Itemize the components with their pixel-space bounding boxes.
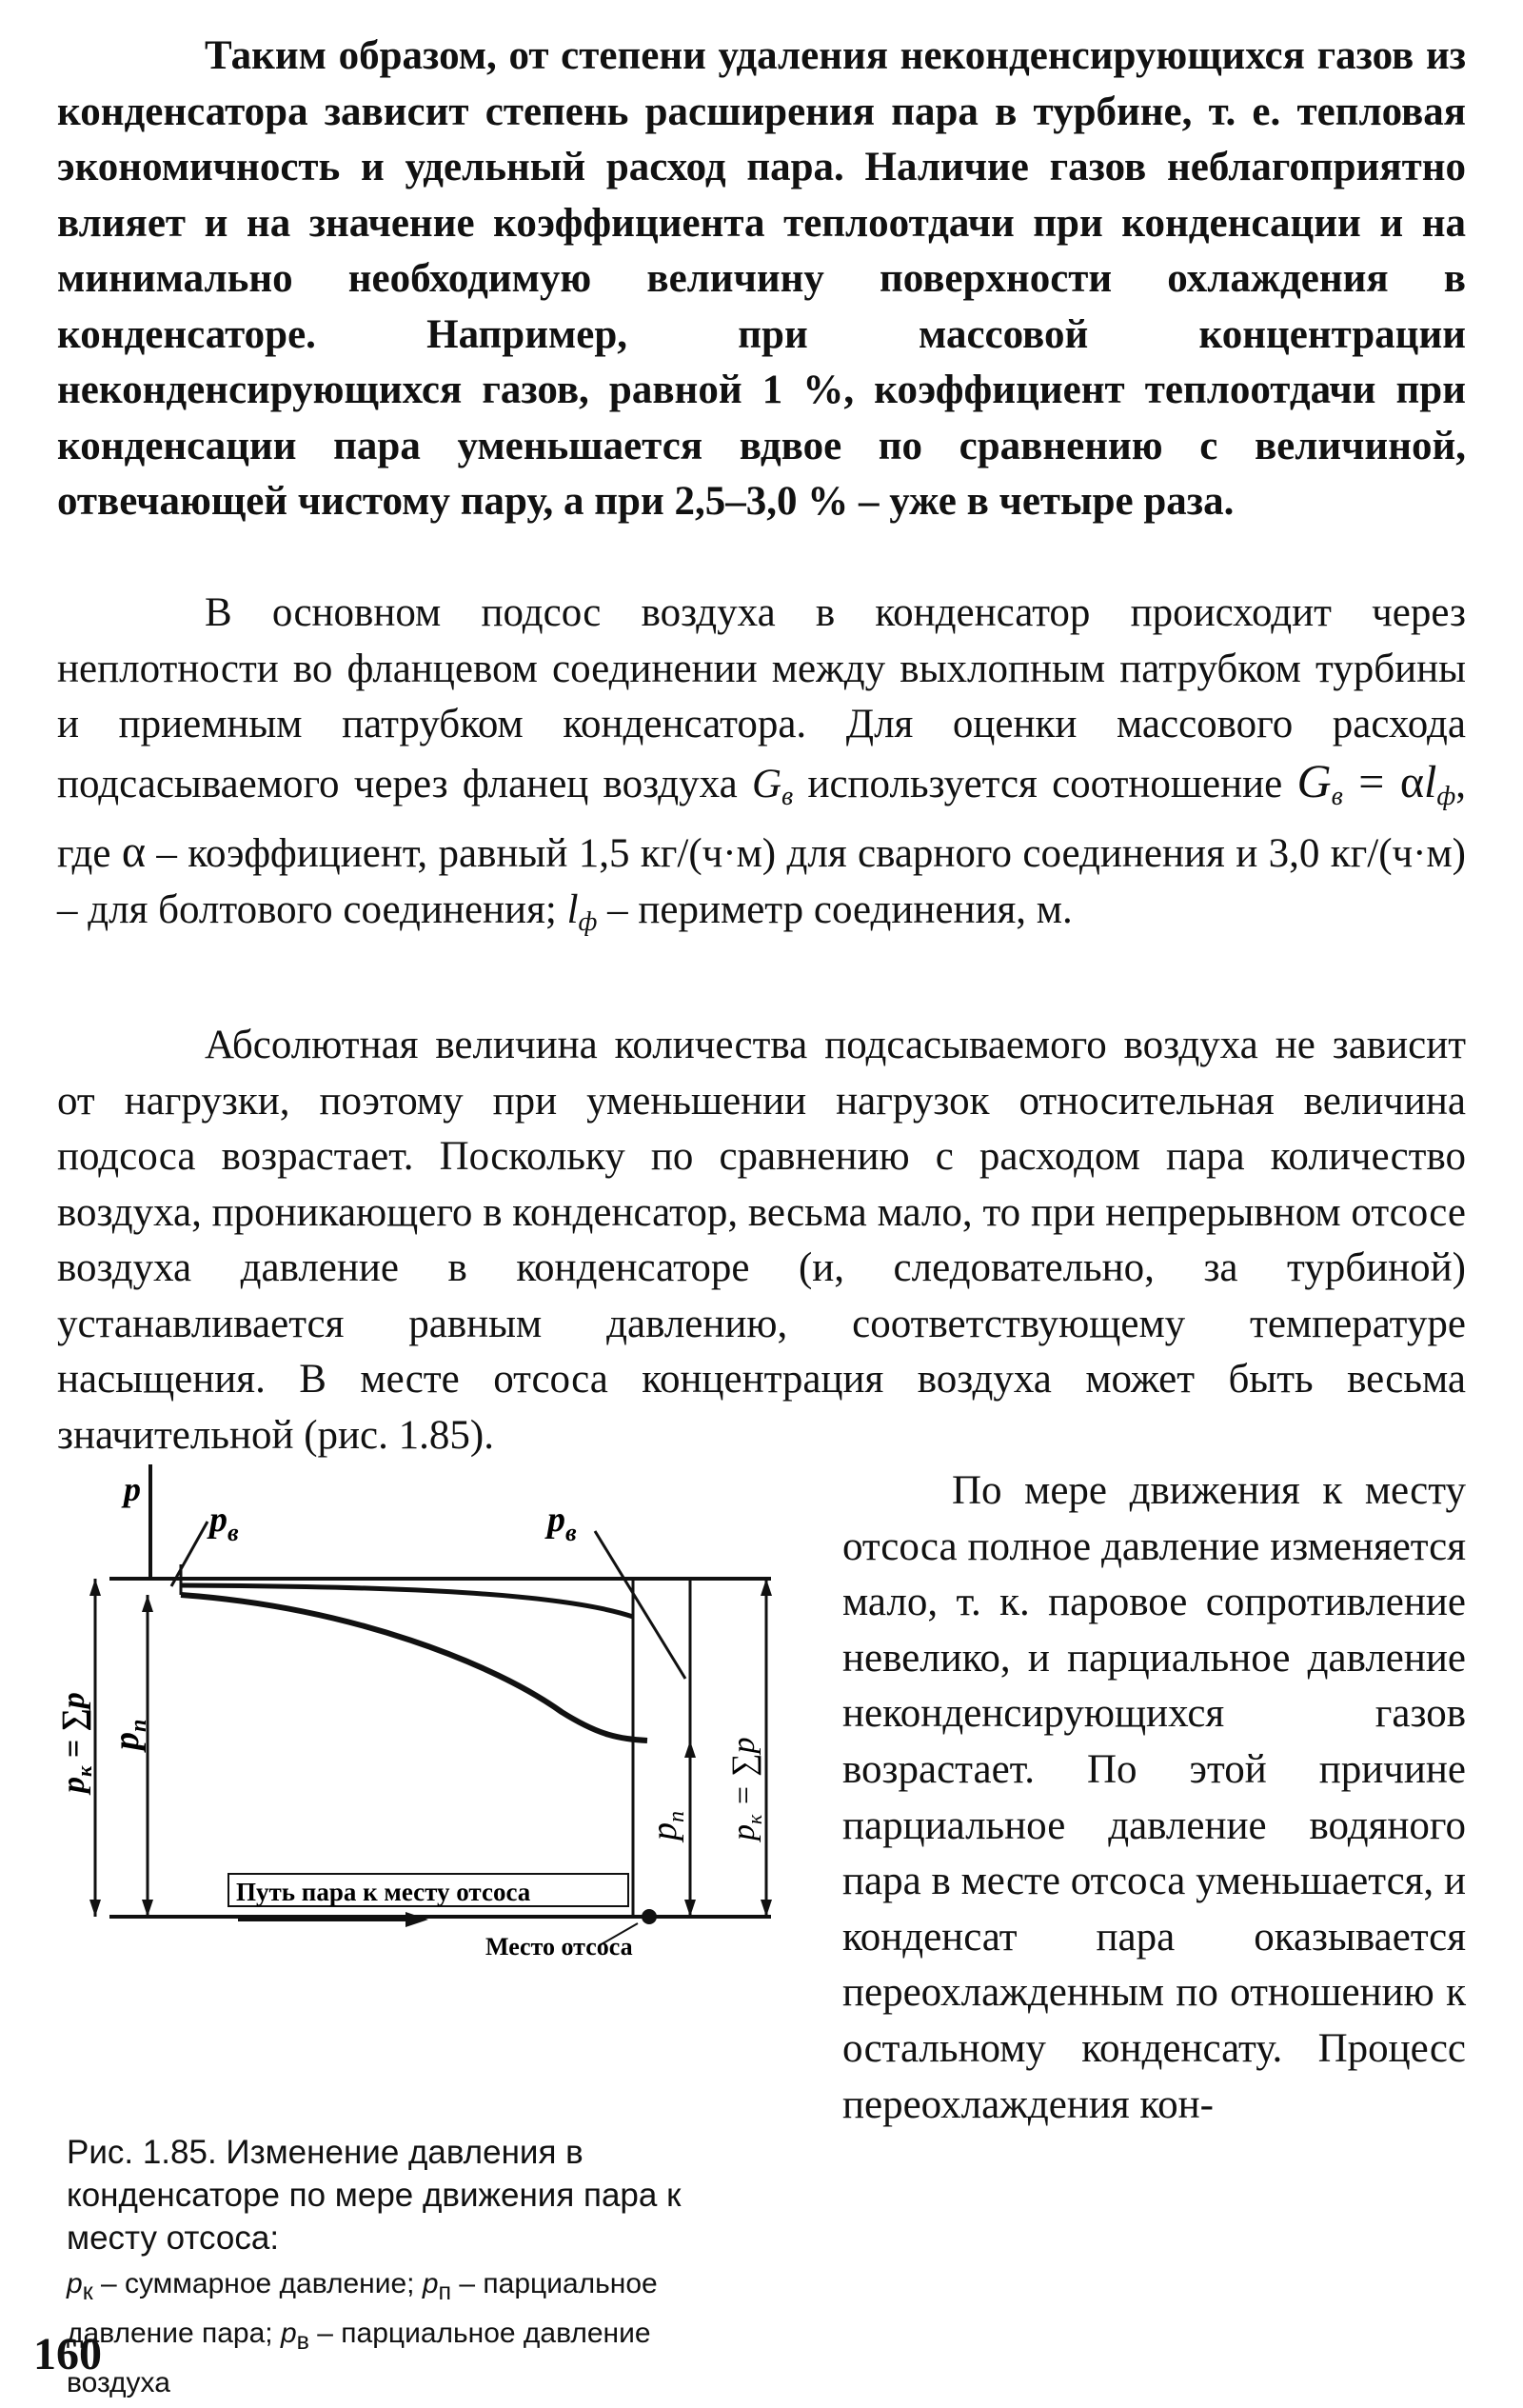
legend-pp-sub: п: [438, 2279, 452, 2305]
paragraph-2-text-c: , где: [57, 761, 1467, 876]
suction-point: [642, 1909, 657, 1924]
formula-lhs: G: [1296, 753, 1332, 807]
gv-sub: в: [781, 781, 794, 811]
pv-right-leader: [595, 1531, 685, 1679]
pressure-figure: [56, 1464, 809, 1960]
arrow-up-right-outer: [761, 1579, 772, 1596]
paragraph-3: Абсолютная величина количества подсасываемого воздуха не зависит от нагрузки, поэтому при уменьшении нагрузок относительная величина подсоса возрастает. Поскольку по сравнению с расходом пара количество воздуха, проникающего в конденсатор, весьма мало, то при непрерывном отсосе воздуха давление в конденсаторе (и, следовательно, за турбиной) устанавливается равным давлению, соответствующему температуре насыщения. В месте отсоса концентрация воздуха может быть весьма значительной (рис. 1.85).: [57, 1023, 1466, 1458]
arrow-down-right-outer: [761, 1900, 772, 1917]
legend-pp-text: – парциальное давление пара;: [67, 2268, 658, 2349]
caption-title: Рис. 1.85. Изменение давления в конденсаторе по мере движения пара к месту отсоса:: [67, 2134, 682, 2257]
path-arrow-head: [405, 1912, 428, 1927]
paragraph-4: По мере движения к месту отсоса полное давление изменяется мало, т. к. паровое сопротивление невелико, и парциальное давление неконденсирующихся газов возрастает. По этой причине парциальное давление водяного пара в месте отсоса уменьшается, и конденсат пара оказывается переохлажденным по отношению к остальному конденсату. Процесс переохлаждения кон-: [842, 1468, 1466, 2127]
formula-l: l: [1424, 756, 1437, 807]
page-number: 160: [33, 2329, 102, 2379]
gv-symbol: G: [751, 761, 782, 806]
legend-pv: p: [280, 2318, 297, 2349]
legend-pk-text: – суммарное давление;: [92, 2268, 423, 2299]
legend-pk: p: [67, 2268, 83, 2299]
lf-symbol: l: [566, 886, 579, 932]
lf-sub: ф: [578, 906, 598, 937]
arrow-up-left-outer: [89, 1579, 101, 1596]
label-pv-right: $p_в$: [547, 1500, 577, 1546]
paragraph-2: [57, 586, 1466, 950]
formula-l-sub: ф: [1436, 781, 1456, 811]
arrow-down-left-inner: [142, 1900, 153, 1917]
arrow-down-left-outer: [89, 1900, 101, 1917]
steam-pressure-curve: [181, 1595, 647, 1741]
legend-pk-sub: к: [82, 2279, 93, 2305]
label-pv-left: $p_в$: [209, 1500, 239, 1546]
path-label: Путь пара к месту отсоса: [236, 1878, 531, 1906]
legend-pp: p: [422, 2268, 439, 2299]
paragraph-2-text-a: В основном подсос воздуха в конденсатор происходит через неплотности во фланцевом соединении между выхлопным патрубком турбины и приемным патрубком конденсатора. Для оценки массового расхода подсасываемого через фланец воздуха: [57, 590, 1466, 806]
label-pp-right: $p_п$: [644, 1811, 689, 1841]
paragraph-2-text-e: – периметр соединения, м.: [597, 886, 1073, 932]
formula-eq: = α: [1342, 756, 1425, 807]
paragraph-2-text-d: – коэффициент, равный 1,5 кг/(ч·м) для сварного соединения и 3,0 кг/(ч·м) – для болтового соединения;: [57, 831, 1467, 932]
pv-left-leader: [171, 1522, 208, 1586]
legend-pv-text: – парциальное давление воздуха: [67, 2318, 651, 2398]
paragraph-1: Таким образом, от степени удаления неконденсирующихся газов из конденсатора зависит степень расширения пара в турбине, т. е. тепловая экономичность и удельный расход пара. Наличие газов неблагоприятно влияет и на значение коэффициента теплоотдачи при конденсации и на минимально необходимую величину поверхности охлаждения в конденсаторе. Например, при массовой концентрации неконденсирующихся газов, равной 1 %, коэффициент теплоотдачи при конденсации пара уменьшается вдвое по сравнению с величиной, отвечающей чистому пару, а при 2,5–3,0 % – уже в четыре раза.: [57, 33, 1466, 524]
label-left-total: $p_к = \sum p$: [56, 1692, 96, 1793]
axis-label-p: p: [124, 1470, 141, 1508]
paragraph-2-text-b: используется соотношение: [793, 761, 1297, 806]
place-label: Место отсоса: [485, 1933, 633, 1960]
arrow-down-right-inner: [684, 1900, 696, 1917]
label-right-total: $p_к = \sum p$: [726, 1737, 766, 1841]
figure-caption: [67, 2131, 752, 2403]
arrow-up-left-inner: [142, 1595, 153, 1612]
legend-pv-sub: в: [296, 2328, 309, 2355]
caption-legend: [67, 2263, 752, 2403]
arrow-up-right-inner: [684, 1741, 696, 1758]
label-pp-left: $p_п$: [107, 1719, 151, 1750]
alpha-symbol: α: [121, 826, 147, 877]
pressure-diagram: [56, 1464, 809, 1960]
formula-lhs-sub: в: [1331, 781, 1343, 811]
right-column-text: [842, 1463, 1466, 2133]
